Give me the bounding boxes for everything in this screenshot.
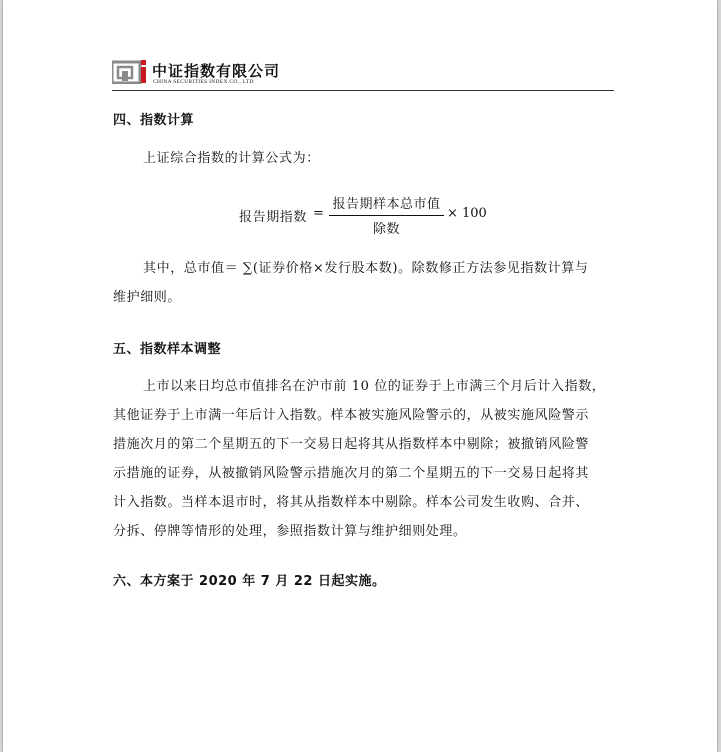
formula-multiplier: 100 [462, 206, 487, 221]
section-5-body: 上市以来日均总市值排名在沪市前 10 位的证券于上市满三个月后计入指数， 其他证券于上市满一年后计入指数。样本被实施风险警示的，从被实施风险警示 措施次月的第二个星期五的下一交易日起将其从指数样本中剔除；被撤销风险警 示措施的证券，从被撤销风险警示措施次月的第二个星期五的下一交易日起将其 计入指数。当样本退市时，将其从指数样本中剔除。样本公司发生收购、合并、 分拆、停牌等情形的处理，参照指数计算与维护细则处理。 [113, 379, 606, 539]
csi-logo-icon [112, 60, 148, 84]
section-4-note: 其中，总市值＝ ∑(证券价格×发行股本数)。除数修正方法参见指数计算与 维护细则。 [113, 261, 589, 305]
index-formula [239, 193, 499, 237]
formula-fraction [329, 193, 444, 237]
formula-numerator: 报告期样本总市值 [332, 197, 441, 212]
formula-lhs: 报告期指数 [239, 210, 308, 225]
page-header [112, 56, 614, 92]
formula-equals: = [313, 206, 324, 221]
header-divider [112, 90, 614, 91]
section-4-intro: 上证综合指数的计算公式为： [143, 151, 320, 166]
section-6-heading: 六、本方案于 2020 年 7 月 22 日起实施。 [113, 574, 386, 589]
formula-denominator: 除数 [372, 222, 400, 237]
company-name-en: CHINA SECURITIES INDEX CO., LTD [153, 79, 254, 85]
company-name-cn: 中证指数有限公司 [152, 62, 281, 80]
formula-times: × [447, 206, 458, 221]
fraction-bar [329, 215, 444, 216]
section-4-heading: 四、指数计算 [113, 113, 195, 128]
document-page [3, 0, 717, 752]
section-5-heading: 五、指数样本调整 [113, 342, 222, 357]
